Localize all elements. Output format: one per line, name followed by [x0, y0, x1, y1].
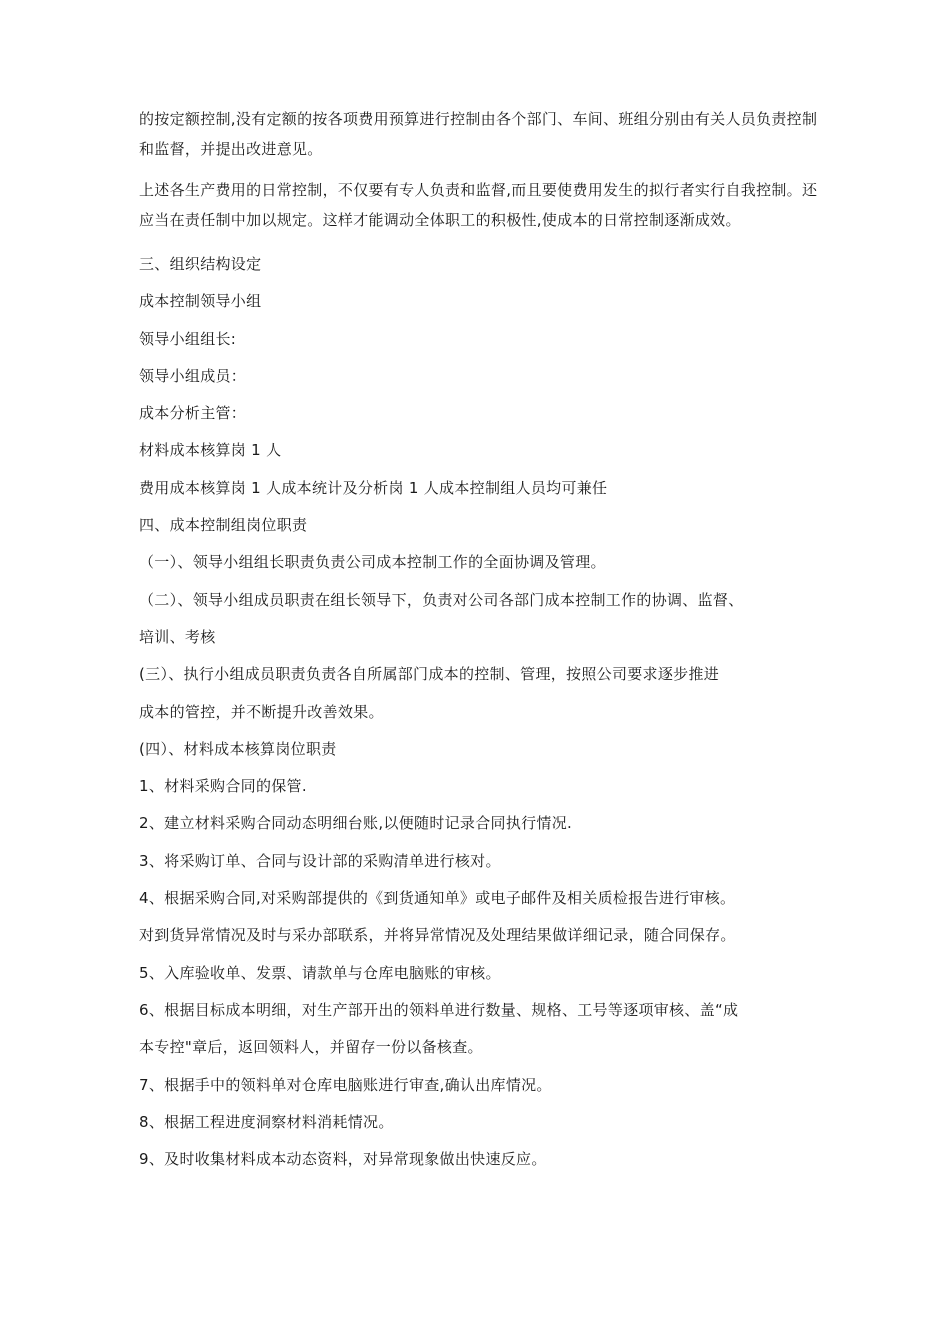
- list-item: 8、根据工程进度洞察材料消耗情况。: [139, 1112, 394, 1131]
- text-line: 领导小组组长:: [139, 329, 237, 348]
- text-line: (四）、材料成本核算岗位职责: [139, 739, 337, 758]
- list-item: 1、材料采购合同的保管.: [139, 777, 307, 796]
- text-line: 领导小组成员：: [139, 366, 247, 385]
- text-line: 成本控制领导小组: [139, 292, 262, 311]
- document-body: [139, 104, 819, 1178]
- text-line: 材料成本核算岗 1 人: [139, 441, 282, 460]
- text-line: （二）、领导小组成员职责在组长领导下，负责对公司各部门成本控制工作的协调、监督、: [139, 590, 744, 609]
- text-line: （一）、领导小组组长职责负责公司成本控制工作的全面协调及管理。: [139, 553, 606, 572]
- text-line: 成本分析主管：: [139, 404, 247, 423]
- list-item: 3、将采购订单、合同与设计部的采购清单进行核对。: [139, 851, 501, 870]
- text-line: 费用成本核算岗 1 人成本统计及分析岗 1 人成本控制组人员均可兼任: [139, 478, 608, 497]
- text-line: 培训、考核: [139, 627, 216, 646]
- list-item: 2、建立材料采购合同动态明细台账,以便随时记录合同执行情况.: [139, 814, 573, 833]
- paragraph: 上述各生产费用的日常控制，不仅要有专人负责和监督,而且要使费用发生的拟行者实行自我控制。还应当在责任制中加以规定。这样才能调动全体职工的积极性,使成本的日常控制逐渐成效。: [139, 181, 818, 229]
- list-item: 6、根据目标成本明细，对生产部开出的领料单进行数量、规格、工号等逐项审核、盖“成: [139, 1000, 739, 1019]
- text-line: (三）、执行小组成员职责负责各自所属部门成本的控制、管理，按照公司要求逐步推进: [139, 665, 720, 684]
- section-heading: 四、成本控制组岗位职责: [139, 516, 308, 535]
- paragraph: 的按定额控制,没有定额的按各项费用预算进行控制由各个部门、车间、班组分别由有关人员负责控制和监督，并提出改进意见。: [139, 110, 818, 158]
- section-heading: 三、组织结构设定: [139, 255, 262, 273]
- text-line: 成本的管控，并不断提升改善效果。: [139, 702, 384, 721]
- text-line: 本专控"章后，返回领料人，并留存一份以备核查。: [139, 1038, 483, 1057]
- list-item: 9、及时收集材料成本动态资料，对异常现象做出快速反应。: [139, 1150, 547, 1169]
- list-item: 4、根据采购合同,对采购部提供的《到货通知单》或电子邮件及相关质检报告进行审核。: [139, 889, 736, 908]
- list-item: 5、入库验收单、发票、请款单与仓库电脑账的审核。: [139, 963, 501, 982]
- text-line: 对到货异常情况及时与采办部联系，并将异常情况及处理结果做详细记录，随合同保存。: [139, 926, 736, 945]
- list-item: 7、根据手中的领料单对仓库电脑账进行审查,确认出库情况。: [139, 1075, 552, 1094]
